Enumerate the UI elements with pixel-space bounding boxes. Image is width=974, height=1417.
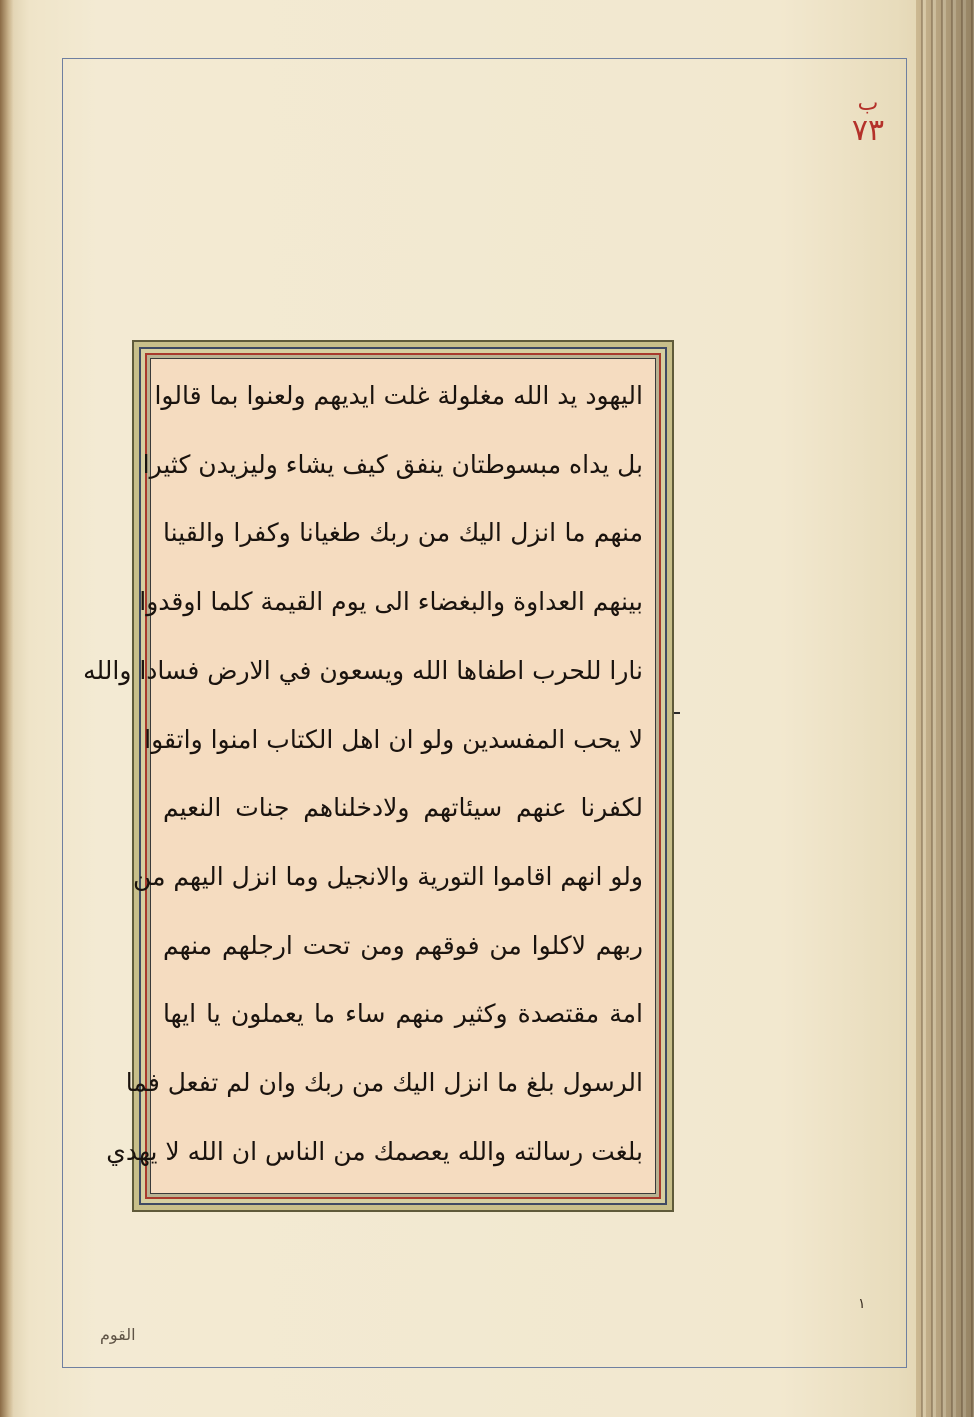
text-block-frame <box>83 340 674 1212</box>
frame-band-red <box>83 353 661 1199</box>
binding-gutter <box>0 0 14 1417</box>
text-line-11: الرسول بلغ ما انزل اليك من ربك وان لم تفعل فما <box>125 1068 643 1098</box>
folio-letter: ب <box>857 91 879 116</box>
text-line-2: بل يداه مبسوطتان ينفق كيف يشاء وليزيدن كثيرا <box>142 449 643 479</box>
folio-number <box>838 92 898 147</box>
frame-band-gold <box>83 347 667 1205</box>
text-panel <box>83 358 656 1194</box>
text-line-4: بينهم العداوة والبغضاء الى يوم القيمة كلما اوقدوا <box>139 587 643 617</box>
text-line-3: منهم ما انزل اليك من ربك طغيانا وكفرا والقينا <box>163 518 643 548</box>
text-line-8: ولو انهم اقاموا التورية والانجيل وما انزل اليهم من <box>133 862 643 892</box>
folio-numeral: ٧٣ <box>851 113 885 149</box>
text-line-6: لا يحب المفسدين ولو ان اهل الكتاب امنوا واتقوا <box>144 724 643 754</box>
text-line-7: لكفرنا عنهم سيئاتهم ولادخلناهم جنات النعيم <box>163 793 643 823</box>
text-line-5: نارا للحرب اطفاها الله ويسعون في الارض فسادا والله <box>83 655 643 685</box>
text-line-12: بلغت رسالته والله يعصمك من الناس ان الله لا يهدي <box>106 1136 643 1166</box>
text-line-9: ربهم لاكلوا من فوقهم ومن تحت ارجلهم منهم <box>163 930 643 960</box>
margin-tick <box>674 712 680 714</box>
margin-corner-mark: ١ <box>858 1296 866 1312</box>
text-line-10: امة مقتصدة وكثير منهم ساء ما يعملون يا ايها <box>163 999 643 1029</box>
text-line-1: اليهود يد الله مغلولة غلت ايديهم ولعنوا بما قالوا <box>154 381 643 410</box>
page-edges-shadow <box>916 0 974 1417</box>
catchword: القوم <box>100 1325 136 1344</box>
